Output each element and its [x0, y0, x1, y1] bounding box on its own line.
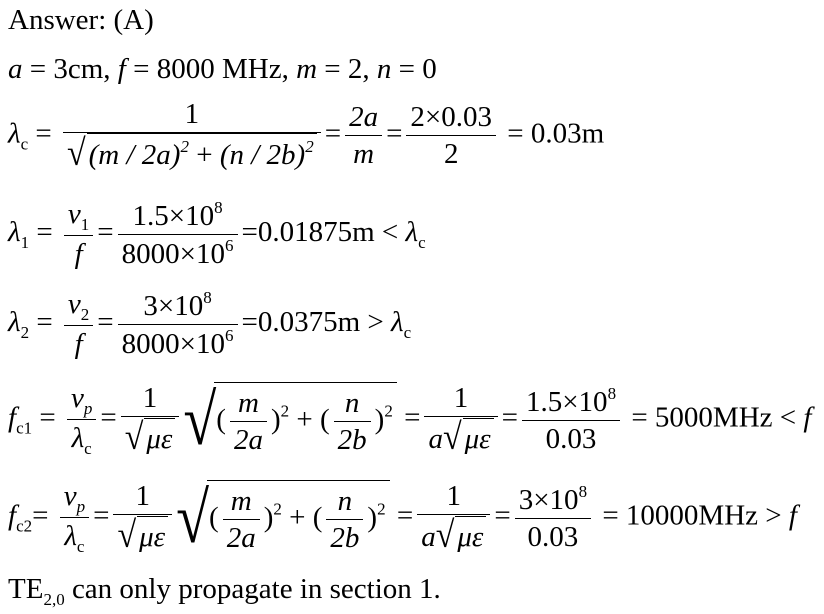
v-subscript: 1 [80, 215, 90, 234]
fc2-frac-a-sqrt [417, 478, 490, 558]
mu-epsilon: με [455, 516, 486, 555]
lambda-c-frac-2-num: 2a [345, 99, 382, 136]
num-base: 3×10 [518, 483, 579, 516]
vp-symbol: v [70, 382, 84, 415]
lambda-2-equation: $\lambda_2$ = $\frac{v_2}{f}$ = $\frac{3\times 10^8}{8000\times 10^6}$ $=0.0375m > \lambda_c$ [8, 286, 411, 363]
v-symbol: v [67, 288, 81, 320]
lambda-1-symbol: λ [8, 215, 21, 248]
fc1-subscript: c1 [16, 418, 33, 438]
lambda-2-frac-1-den: f [74, 328, 83, 361]
fc1-frac-vp [67, 380, 96, 460]
n-num: n [334, 385, 371, 422]
lambda-2-frac-2-den [118, 325, 238, 362]
fc1-frac-vp-den [67, 420, 96, 459]
fc2-equation: $f_{c2}=$ $\frac{v_p}{\lambda_c}$ = $\frac{1}{√ \mu\varepsilon}$ √( $\frac{m}{2a}$ )$^2$ + ( $\frac{n}{2b}$ )$^2$ = $\frac{1}{a√ \mu\varepsilon}$ = $\frac{3\times 10^8}{0.03}$ = 10000MHz > f [8, 478, 797, 558]
big-radical-sign: √ [183, 380, 217, 460]
lambda-2-frac-2-num [118, 287, 238, 325]
lambda-1-eq: = [29, 215, 60, 248]
exp-2: 2 [377, 499, 386, 519]
n-over-2b [334, 385, 371, 459]
lambda-2-result: =0.0375m > [241, 305, 392, 338]
den-exp: 6 [225, 325, 234, 345]
fc2-frac-inv-sqrt-num: 1 [113, 478, 172, 515]
lambda-subscript: c [76, 537, 85, 557]
lambda-c-radicand [87, 133, 317, 173]
te-mode-subscript: 2,0 [43, 590, 65, 609]
given-a-val: = 3cm, [22, 53, 118, 85]
fc1-frac-a-sqrt [424, 380, 497, 460]
lambda-c-frac-1-den [63, 133, 321, 176]
fc2-frac-inv-sqrt-den [113, 515, 172, 558]
num-exp: 8 [607, 383, 617, 403]
num-exp: 8 [214, 197, 223, 217]
answer-line [8, 6, 154, 35]
fc1-frac-a-sqrt-den [424, 417, 497, 460]
two-a-den: 2a [233, 423, 263, 456]
lambda-1-frac-2 [118, 197, 238, 273]
lambda-1-cmp-subscript: c [418, 232, 426, 252]
fc2-frac-numeric-den: 0.03 [527, 520, 579, 553]
fc2-frac-vp-num [60, 478, 89, 518]
vp-symbol: v [63, 480, 77, 513]
radical-sign: √ [66, 133, 86, 175]
given-n-var: n [376, 53, 392, 85]
fc2-result: = 10000MHz > [595, 499, 789, 532]
fc2-big-radicand: ( $\frac{m}{2a}$ )$^2$ + ( $\frac{n}{2b}$ )$^2$ [207, 480, 390, 557]
two-a-den: 2a [226, 521, 256, 554]
lambda-1-frac-1 [64, 196, 93, 273]
lambda-c-frac-3 [406, 99, 496, 173]
mu-epsilon: με [463, 418, 494, 457]
lambda-1-subscript: 1 [20, 232, 30, 252]
fc1-frac-inv-sqrt [121, 380, 180, 460]
lambda-c-frac-3-num: 2×0.03 [406, 99, 496, 136]
lambda-2-symbol: λ [8, 305, 21, 338]
fc2-subscript: c2 [16, 516, 33, 536]
lambda-symbol: λ [71, 422, 85, 455]
fc1-frac-numeric-den: 0.03 [545, 422, 597, 455]
two-b-den: 2b [330, 521, 360, 554]
lambda-c-result: = 0.03m [500, 117, 605, 150]
lambda-c-eq: = [28, 117, 59, 150]
lambda-1-frac-1-den: f [74, 238, 83, 271]
fc1-equation: $f_{c1}$ = $\frac{v_p}{\lambda_c}$ = $\frac{1}{√ \mu\varepsilon}$ √( $\frac{m}{2a}$ )$^2$ + ( $\frac{n}{2b}$ )$^2$ = $\frac{1}{a√ \mu\varepsilon}$ = $\frac{1.5\times 10^8}{0.03}$ = 5000MHz < f [8, 380, 811, 460]
lambda-c-symbol: λ [8, 117, 21, 150]
fc1-result: = 5000MHz < [624, 401, 804, 434]
fc1-frac-numeric-num [522, 383, 620, 421]
m-over-2a [230, 385, 267, 459]
given-f-var: f [117, 53, 126, 85]
vp-subscript: p [76, 497, 86, 517]
fc2-frac-numeric-num [515, 481, 591, 519]
te-mode: TE [8, 573, 44, 605]
lambda-c-frac-2-den: m [353, 138, 375, 171]
m-over-2a [223, 483, 260, 557]
num-base: 3×10 [143, 289, 204, 322]
fc1-frac-vp-num [67, 380, 96, 420]
given-m-var: m [296, 53, 318, 85]
lambda-2-frac-2 [118, 287, 238, 363]
mu-epsilon: με [137, 516, 168, 555]
lambda-symbol: λ [64, 520, 77, 553]
conclusion-text: can only propagate in section 1. [64, 573, 441, 605]
den-exp: 6 [225, 235, 234, 255]
fc1-symbol: f [8, 401, 17, 434]
lambda-c-frac-1 [63, 96, 321, 176]
den-base: 8000×10 [121, 327, 226, 360]
num-base: 1.5×10 [132, 199, 215, 232]
fc1-frac-a-sqrt-num: 1 [424, 380, 497, 417]
given-line [8, 55, 437, 84]
lambda-1-frac-1-num [64, 196, 93, 236]
radical-sign: √ [124, 417, 144, 459]
a-symbol: a [428, 423, 443, 456]
lambda-1-equation: $\lambda_1$ = $\frac{v_1}{f}$ = $\frac{1.5\times 10^8}{8000\times 10^6}$ $=0.01875m < \lambda_c$ [8, 196, 426, 273]
v-symbol: v [67, 198, 81, 230]
radicand-exp-1: 2 [180, 137, 189, 157]
fc2-cmp: f [788, 499, 797, 532]
lambda-2-eq: = [29, 305, 60, 338]
fc1-frac-inv-sqrt-num: 1 [121, 380, 180, 417]
radical-sign: √ [435, 515, 455, 557]
fc1-cmp: f [803, 401, 812, 434]
lambda-2-frac-1 [64, 286, 93, 363]
a-symbol: a [421, 521, 436, 554]
lambda-2-subscript: 2 [20, 322, 30, 342]
fc2-frac-inv-sqrt [113, 478, 172, 558]
radical-sign: √ [442, 417, 462, 459]
lambda-2-frac-1-num [64, 286, 93, 326]
fc1-frac-inv-sqrt-den [121, 417, 180, 460]
given-a-var: a [8, 53, 23, 85]
lambda-1-frac-2-num [118, 197, 238, 235]
fc2-frac-numeric [515, 481, 591, 556]
lambda-c-frac-2 [345, 99, 382, 173]
fc2-frac-a-sqrt-den [417, 515, 490, 558]
lambda-c-subscript: c [20, 134, 29, 154]
n-num: n [326, 483, 363, 520]
lambda-subscript: c [84, 439, 92, 459]
fc2-frac-vp [60, 478, 89, 558]
given-n-val: = 0 [391, 53, 437, 85]
conclusion-line [8, 575, 441, 608]
given-f-val: = 8000 MHz, [125, 53, 297, 85]
exp-2: 2 [280, 401, 290, 421]
fc1-big-radicand: ( $\frac{m}{2a}$ )$^2$ + ( $\frac{n}{2b}$ )$^2$ [214, 382, 397, 459]
lambda-c-frac-3-den: 2 [443, 138, 459, 171]
big-radical-sign: √ [176, 478, 210, 558]
n-over-2b [326, 483, 363, 557]
fc1-eq: = [32, 401, 63, 434]
lambda-1-frac-2-den [118, 235, 238, 272]
lambda-c-equation: $\lambda_c$ = $\frac{1}{√ (m / 2a)^2 + (n / 2b)^2}$ = $\frac{2a}{m}$ = $\frac{2\times 0.03}{2}$ = 0.03m [8, 96, 604, 176]
exp-2: 2 [273, 499, 282, 519]
num-base: 1.5×10 [525, 385, 608, 418]
radicand-term-2: (n / 2b) [219, 139, 306, 172]
v-subscript: 2 [80, 305, 90, 324]
exp-2: 2 [384, 401, 393, 421]
vp-subscript: p [83, 399, 93, 419]
radicand-plus: + [188, 139, 220, 172]
given-m-val: = 2, [317, 53, 377, 85]
lambda-2-cmp-subscript: c [403, 322, 412, 342]
lambda-c-frac-1-num: 1 [63, 96, 321, 133]
m-num: m [223, 483, 260, 520]
fc2-frac-a-sqrt-num: 1 [417, 478, 490, 515]
num-exp: 8 [578, 481, 588, 501]
den-base: 8000×10 [121, 237, 226, 270]
radical-sign: √ [117, 515, 137, 557]
num-exp: 8 [203, 287, 212, 307]
fc2-frac-vp-den [60, 518, 89, 557]
m-num: m [230, 385, 267, 422]
lambda-2-cmp-symbol: λ [391, 305, 404, 338]
radicand-term-1: (m / 2a) [88, 139, 181, 172]
two-b-den: 2b [337, 423, 367, 456]
mu-epsilon: με [144, 418, 175, 457]
lambda-1-cmp-symbol: λ [405, 215, 419, 248]
fc2-symbol: f [8, 499, 17, 532]
radicand-exp-2: 2 [305, 137, 314, 157]
fc2-eq: = [32, 499, 49, 532]
fc1-frac-numeric [522, 383, 620, 458]
lambda-1-result: =0.01875m < [241, 215, 406, 248]
answer-text: Answer: (A) [8, 4, 154, 36]
